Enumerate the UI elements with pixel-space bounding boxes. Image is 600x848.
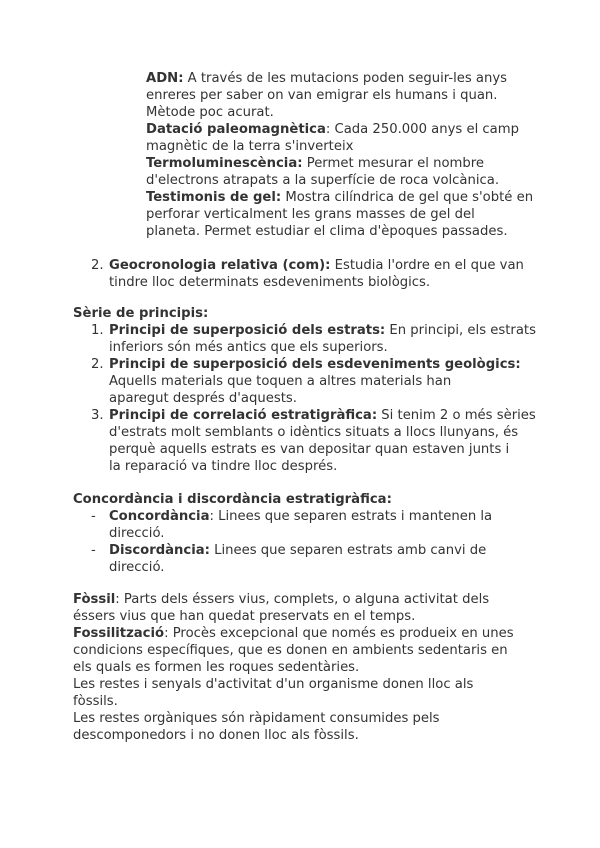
principi-1-number: 1.	[91, 323, 104, 338]
paleo-line-2: magnètic de la terra s'inverteix	[146, 139, 354, 154]
concordancia-line-1: : Linees que separen estrats i mantenen la	[209, 509, 493, 524]
concordancia-heading: Concordància i discordància estratigràfica:	[73, 492, 392, 507]
principi-2-number: 2.	[91, 357, 104, 372]
restes1-line-2: fòssils.	[73, 694, 118, 709]
discordancia-item	[109, 542, 486, 576]
principi-3	[109, 407, 536, 475]
termo-line-1: Permet mesurar el nombre	[302, 156, 484, 171]
term-termo: Termoluminescència:	[146, 156, 303, 171]
fossilitzacio-line-1: : Procès excepcional que només es produeix en unes	[164, 626, 514, 641]
term-gel: Testimonis de gel:	[146, 190, 282, 205]
concordancia-item	[109, 508, 492, 542]
term-discordancia: Discordància:	[109, 543, 210, 558]
discordancia-line-1: Linees que separen estrats amb canvi de	[209, 543, 487, 558]
concordancia-bullet: -	[91, 509, 96, 524]
term-fossil: Fòssil	[73, 592, 116, 607]
fossil-line-1: : Parts dels éssers vius, complets, o alguna activitat dels	[115, 592, 490, 607]
restes2-line-2: descomponedors i no donen lloc als fòssils.	[73, 728, 359, 743]
paleo-line-1: : Cada 250.000 anys el camp	[325, 122, 519, 137]
geocrono-number: 2.	[91, 258, 104, 273]
term-principi-3: Principi de correlació estratigràfica:	[109, 408, 378, 423]
adn-line-3: Mètode poc acurat.	[146, 105, 274, 120]
principi-3-line-4: la reparació va tindre lloc després.	[109, 459, 338, 474]
principis-heading: Sèrie de principis:	[73, 306, 209, 321]
principi-1	[109, 322, 536, 356]
term-principi-1: Principi de superposició dels estrats:	[109, 323, 386, 338]
principi-2-line-3: aparegut després d'aquests.	[109, 391, 297, 406]
principi-3-line-1: Si tenim 2 o més sèries	[377, 408, 536, 423]
principi-3-line-3: perquè aquells estrats es van depositar quan estaven junts i	[109, 442, 510, 457]
term-adn: ADN:	[146, 71, 184, 86]
method-termoluminescencia	[146, 155, 499, 189]
term-principi-2: Principi de superposició dels esdeveniments geològics:	[109, 357, 521, 372]
discordancia-line-2: direcció.	[109, 560, 165, 575]
geocrono-line-2: tindre lloc determinats esdeveniments biològics.	[109, 275, 431, 290]
method-adn	[146, 70, 507, 121]
fossilitzacio-line-2: condicions específiques, que es donen en ambients sedentaris en	[73, 643, 508, 658]
gel-line-1: Mostra cilíndrica de gel que s'obté en	[281, 190, 534, 205]
concordancia-line-2: direcció.	[109, 526, 165, 541]
termo-line-2: d'electrons atrapats a la superfície de roca volcànica.	[146, 173, 500, 188]
adn-line-2: enreres per saber on van emigrar els humans i quan.	[146, 88, 498, 103]
gel-line-3: planeta. Permet estudiar el clima d'èpoques passades.	[146, 224, 508, 239]
term-concordancia: Concordància	[109, 509, 210, 524]
geocrono-line-1: Estudia l'ordre en el que van	[330, 258, 524, 273]
restes-paragraph-1	[73, 676, 473, 710]
principi-3-number: 3.	[91, 408, 104, 423]
discordancia-bullet: -	[91, 543, 96, 558]
restes-paragraph-2	[73, 710, 440, 744]
fossil-line-2: éssers vius que han quedat preservats en el temps.	[73, 609, 416, 624]
term-fossilitzacio: Fossilització	[73, 626, 165, 641]
restes2-line-1: Les restes orgàniques són ràpidament consumides pels	[73, 711, 440, 726]
gel-line-2: perforar verticalment les grans masses de gel del	[146, 207, 475, 222]
method-paleomagnetica	[146, 121, 519, 155]
geocronologia-relativa	[109, 257, 524, 291]
restes1-line-1: Les restes i senyals d'activitat d'un organisme donen lloc als	[73, 677, 474, 692]
principi-1-line-1: En principi, els estrats	[385, 323, 536, 338]
method-testimonis-gel	[146, 189, 533, 240]
term-geocrono: Geocronologia relativa (com):	[109, 258, 331, 273]
term-paleo: Datació paleomagnètica	[146, 122, 326, 137]
fossilitzacio-line-3: els quals es formen les roques sedentàries.	[73, 660, 360, 675]
principi-2-line-2: Aquells materials que toquen a altres materials han	[109, 374, 452, 389]
adn-line-1: A través de les mutacions poden seguir-les anys	[183, 71, 508, 86]
principi-2	[109, 356, 521, 407]
principi-3-line-2: d'estrats molt semblants o idèntics situats a llocs llunyans, és	[109, 425, 519, 440]
principi-1-line-2: inferiors són més antics que els superiors.	[109, 340, 388, 355]
fossil-definition	[73, 591, 489, 625]
fossilitzacio-definition	[73, 625, 514, 676]
